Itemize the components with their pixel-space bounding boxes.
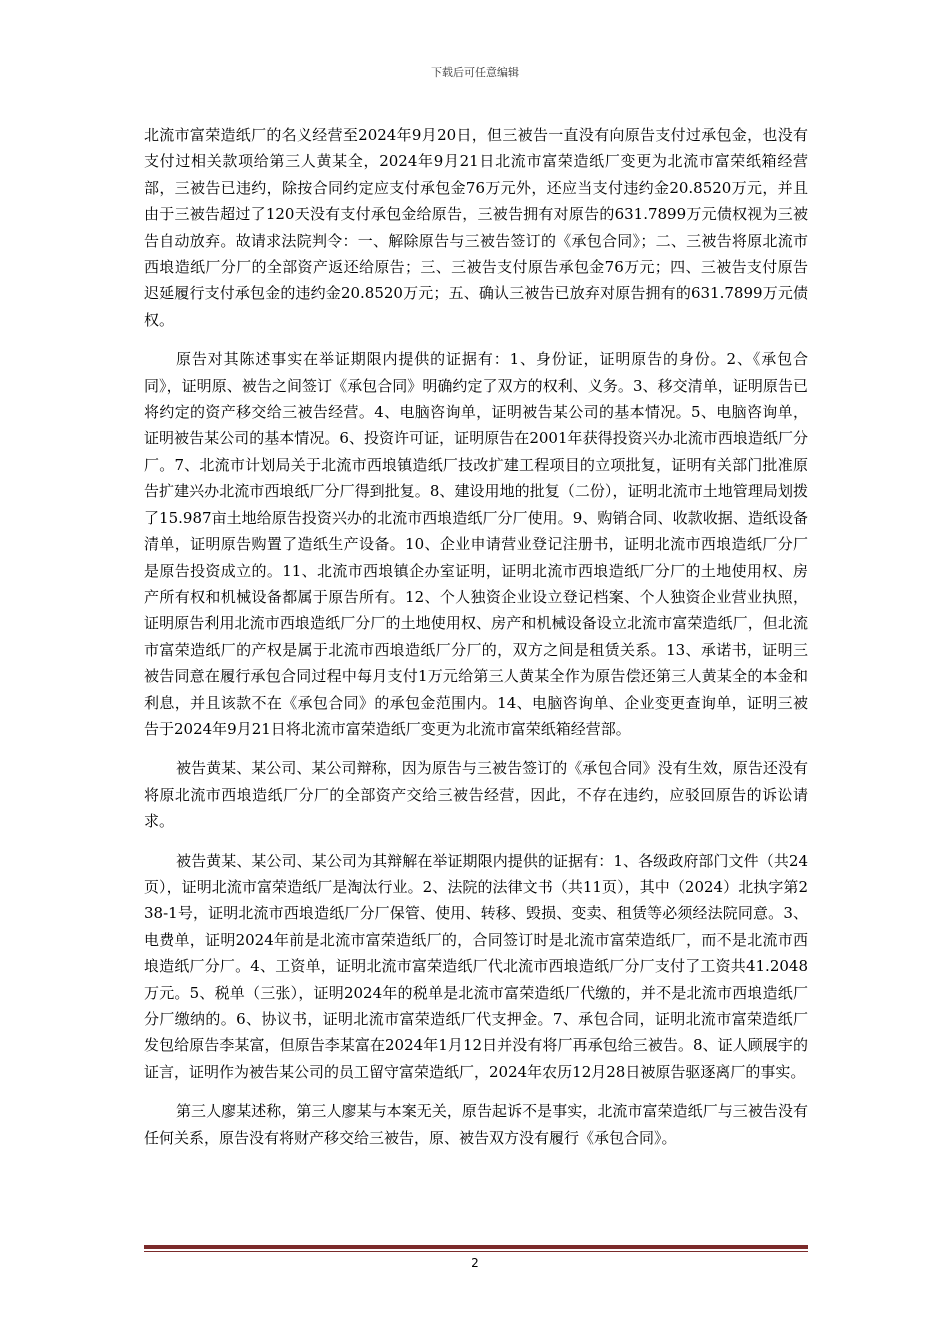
paragraph-plaintiff-evidence: 原告对其陈述事实在举证期限内提供的证据有：1、身份证，证明原告的身份。2、《承包合同》，证明原、被告之间签订《承包合同》明确约定了双方的权利、义务。3、移交清单，证明原告已将约定的资产移交给三被告经营。4、电脑咨询单，证明被告某公司的基本情况。5、电脑咨询单，证明被告某公司的基本情况。6、投资许可证，证明原告在2001年获得投资兴办北流市西埌造纸厂分厂。7、北流市计划局关于北流市西埌镇造纸厂技改扩建工程项目的立项批复，证明有关部门批准原告扩建兴办北流市西埌纸厂分厂得到批复。8、建设用地的批复（二份），证明北流市土地管理局划拨了15.987亩土地给原告投资兴办的北流市西埌造纸厂分厂使用。9、购销合同、收款收据、造纸设备清单，证明原告购置了造纸生产设备。10、企业申请营业登记注册书，证明北流市西埌造纸厂分厂是原告投资成立的。11、北流市西埌镇企办室证明，证明北流市西埌造纸厂分厂的土地使用权、房产所有权和机械设备都属于原告所有。12、个人独资企业设立登记档案、个人独资企业营业执照，证明原告利用北流市西埌造纸厂分厂的土地使用权、房产和机械设备设立北流市富荣造纸厂，但北流市富荣造纸厂的产权是属于北流市西埌造纸厂分厂的，双方之间是租赁关系。13、承诺书，证明三被告同意在履行承包合同过程中每月支付1万元给第三人黄某全作为原告偿还第三人黄某全的本金和利息，并且该款不在《承包合同》的承包金范围内。14、电脑咨询单、企业变更查询单，证明三被告于2024年9月21日将北流市富荣造纸厂变更为北流市富荣纸箱经营部。 bbox=[144, 350, 808, 738]
footer-rule bbox=[144, 1245, 808, 1253]
footer-rule-thin bbox=[144, 1251, 808, 1252]
document-body bbox=[144, 122, 808, 1164]
paragraph-defendant-evidence: 被告黄某、某公司、某公司为其辩解在举证期限内提供的证据有：1、各级政府部门文件（共24页），证明北流市富荣造纸厂是淘汰行业。2、法院的法律文书（共11页），其中（2024）北执字第238-1号，证明北流市西埌造纸厂分厂保管、使用、转移、毁损、变卖、租赁等必须经法院同意。3、电费单，证明2024年前是北流市富荣造纸厂的，合同签订时是北流市富荣造纸厂，而不是北流市西埌造纸厂分厂。4、工资单，证明北流市富荣造纸厂代北流市西埌造纸厂分厂支付了工资共41.2048万元。5、税单（三张），证明2024年的税单是北流市富荣造纸厂代缴的，并不是北流市西埌造纸厂分厂缴纳的。6、协议书，证明北流市富荣造纸厂代支押金。7、承包合同，证明北流市富荣造纸厂发包给原告李某富，但原告李某富在2024年1月12日并没有将厂再承包给三被告。8、证人顾展宇的证言，证明作为被告某公司的员工留守富荣造纸厂，2024年农历12月28日被原告驱逐离厂的事实。 bbox=[144, 851, 808, 1081]
footer-rule-thick bbox=[144, 1245, 808, 1249]
page-number: 2 bbox=[471, 1256, 479, 1270]
paragraph-claims: 北流市富荣造纸厂的名义经营至2024年9月20日，但三被告一直没有向原告支付过承包金，也没有支付过相关款项给第三人黄某全，2024年9月21日北流市富荣造纸厂变更为北流市富荣纸箱经营部，三被告已违约，除按合同约定应支付承包金76万元外，还应当支付违约金20.8520万元，并且由于三被告超过了120天没有支付承包金给原告，三被告拥有对原告的631.7899万元债权视为三被告自动放弃。故请求法院判令：一、解除原告与三被告签订的《承包合同》；二、三被告将原北流市西埌造纸厂分厂的全部资产返还给原告；三、三被告支付原告承包金76万元；四、三被告支付原告迟延履行支付承包金的违约金20.8520万元；五、确认三被告已放弃对原告拥有的631.7899万元债权。 bbox=[144, 126, 808, 329]
header-note: 下载后可任意编辑 bbox=[431, 66, 519, 79]
paragraph-defendant-defense: 被告黄某、某公司、某公司辩称，因为原告与三被告签订的《承包合同》没有生效，原告还没有将原北流市西埌造纸厂分厂的全部资产交给三被告经营，因此，不存在违约，应驳回原告的诉讼请求。 bbox=[144, 759, 808, 831]
paragraph-third-party-statement: 第三人廖某述称，第三人廖某与本案无关，原告起诉不是事实，北流市富荣造纸厂与三被告没有任何关系，原告没有将财产移交给三被告，原、被告双方没有履行《承包合同》。 bbox=[144, 1102, 808, 1147]
